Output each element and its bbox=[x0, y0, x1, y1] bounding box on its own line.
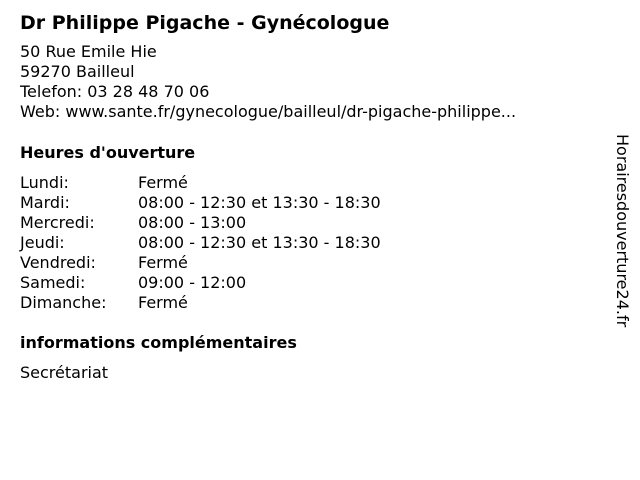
additional-info-heading: informations complémentaires bbox=[20, 333, 297, 352]
hours-row bbox=[20, 233, 381, 253]
hours-time: 08:00 - 12:30 et 13:30 - 18:30 bbox=[138, 233, 381, 252]
opening-hours-table bbox=[20, 173, 381, 313]
hours-day: Dimanche: bbox=[20, 293, 107, 312]
hours-time: Fermé bbox=[138, 173, 188, 192]
hours-day: Jeudi: bbox=[20, 233, 65, 252]
additional-info-text: Secrétariat bbox=[20, 363, 109, 382]
hours-day: Vendredi: bbox=[20, 253, 96, 272]
hours-day: Samedi: bbox=[20, 273, 86, 292]
hours-row bbox=[20, 293, 381, 313]
hours-row bbox=[20, 273, 381, 293]
hours-row bbox=[20, 173, 381, 193]
address-street: 50 Rue Emile Hie bbox=[20, 42, 157, 61]
address-block bbox=[20, 42, 600, 122]
hours-time: 08:00 - 13:00 bbox=[138, 213, 247, 232]
website-link[interactable]: Web: www.sante.fr/gynecologue/bailleul/dr-pigache-philippe... bbox=[20, 102, 517, 121]
phone-number: Telefon: 03 28 48 70 06 bbox=[20, 82, 210, 101]
hours-day: Lundi: bbox=[20, 173, 69, 192]
hours-time: 09:00 - 12:00 bbox=[138, 273, 247, 292]
opening-hours-heading: Heures d'ouverture bbox=[20, 143, 196, 162]
page-title: Dr Philippe Pigache - Gynécologue bbox=[20, 12, 390, 34]
hours-row bbox=[20, 213, 381, 233]
hours-time: Fermé bbox=[138, 253, 188, 272]
hours-day: Mardi: bbox=[20, 193, 70, 212]
practice-card bbox=[20, 10, 600, 383]
hours-row bbox=[20, 253, 381, 273]
hours-day: Mercredi: bbox=[20, 213, 95, 232]
site-watermark: Horairesdouverture24.fr bbox=[613, 134, 632, 328]
address-city: 59270 Bailleul bbox=[20, 62, 135, 81]
hours-time: 08:00 - 12:30 et 13:30 - 18:30 bbox=[138, 193, 381, 212]
hours-row bbox=[20, 193, 381, 213]
hours-time: Fermé bbox=[138, 293, 188, 312]
